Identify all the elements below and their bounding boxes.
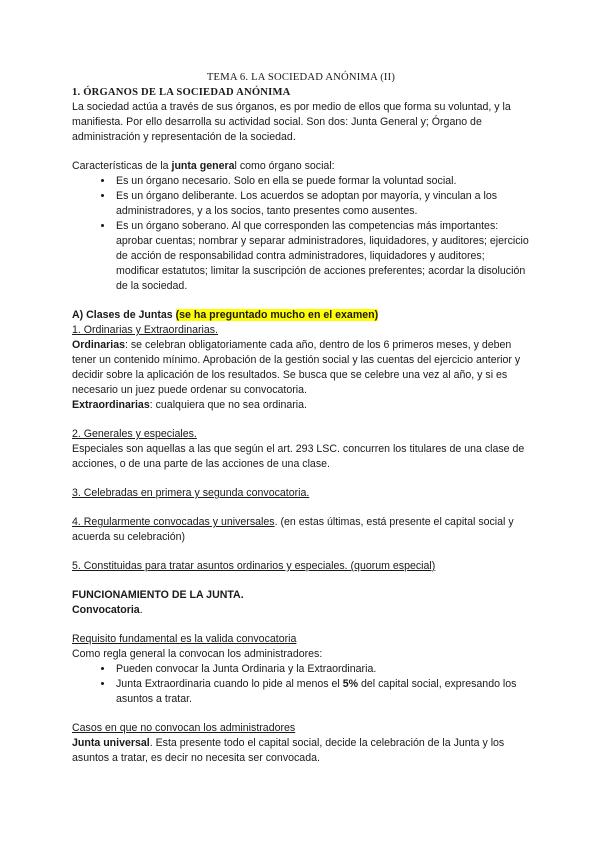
clase-2-title: 2. Generales y especiales. — [72, 428, 197, 440]
clase-4-paragraph: 4. Regularmente convocadas y universales. (en estas últimas, está presente el capital social y acuerda su celebración) — [72, 516, 514, 543]
characteristics-list — [72, 174, 530, 294]
characteristics-intro: Características de la junta general como órgano social: — [72, 160, 335, 172]
list-item: • Junta Extraordinaria cuando lo pide al menos el 5% del capital social, expresando los asuntos a tratar. — [114, 677, 530, 707]
convocatoria-list — [72, 662, 530, 707]
exam-highlight: (se ha preguntado mucho en el examen) — [175, 309, 379, 321]
requisito-text: Como regla general la convocan los administradores: — [72, 648, 323, 660]
section-intro: La sociedad actúa a través de sus órganos, es por medio de ellos que forma su voluntad, y la manifiesta. Por ello desarrolla su actividad social. Son dos: Junta General y; Órgano de administración y representación de la sociedad. — [72, 101, 511, 143]
clase-5-title: 5. Constituidas para tratar asuntos ordinarios y especiales. (quorum especial) — [72, 560, 436, 572]
list-item: • Pueden convocar la Junta Ordinaria y la Extraordinaria. — [114, 662, 530, 677]
convocatoria-heading: Convocatoria. — [72, 604, 143, 616]
section-heading-organos: 1. ÓRGANOS DE LA SOCIEDAD ANÓNIMA — [72, 87, 291, 98]
list-item: • Es un órgano deliberante. Los acuerdos se adoptan por mayoría, y vinculan a los administradores, y a los socios, tanto presentes como ausentes. — [114, 189, 530, 219]
ordinarias-paragraph: Ordinarias: se celebran obligatoriamente cada año, dentro de los 6 primeros meses, y deben tener un contenido mínimo. Aprobación de la gestión social y las cuentas del ejercicio anterior y decidir sobre la aplicación de los resultados. Se busca que se celebre una vez al año, y si es necesario un juez puede ordenar su convocatoria. — [72, 339, 521, 396]
clase-3-title: 3. Celebradas en primera y segunda convocatoria. — [72, 487, 310, 499]
document-title: TEMA 6. LA SOCIEDAD ANÓNIMA (II) — [206, 72, 396, 83]
clases-heading: A) Clases de Juntas (se ha preguntado mucho en el examen) — [72, 309, 379, 321]
clase-2-text: Especiales son aquellas a las que según el art. 293 LSC. concurren los titulares de una clase de acciones, o de una parte de las acciones de una clase. — [72, 443, 525, 470]
casos-title: Casos en que no convocan los administradores — [72, 722, 296, 734]
clase-1-title: 1. Ordinarias y Extraordinarias. — [72, 324, 219, 336]
list-item: • Es un órgano necesario. Solo en ella se puede formar la voluntad social. — [114, 174, 530, 189]
requisito-title: Requisito fundamental es la valida convocatoria — [72, 633, 297, 645]
list-item: • Es un órgano soberano. Al que corresponden las competencias más importantes: aprobar cuentas; nombrar y separar administradores, liquidadores, y auditores; ejercicio de acción de responsabilidad contra administradores, liquidadores y auditores; modificar estatutos; limitar la suscripción de acciones preferentes; acordar la disolución de la sociedad. — [114, 219, 530, 294]
funcionamiento-heading: FUNCIONAMIENTO DE LA JUNTA. — [72, 589, 244, 601]
extraordinarias-paragraph: Extraordinarias: cualquiera que no sea ordinaria. — [72, 399, 307, 411]
universal-paragraph: Junta universal. Esta presente todo el capital social, decide la celebración de la Junta y los asuntos a tratar, es decir no necesita ser convocada. — [72, 737, 505, 764]
